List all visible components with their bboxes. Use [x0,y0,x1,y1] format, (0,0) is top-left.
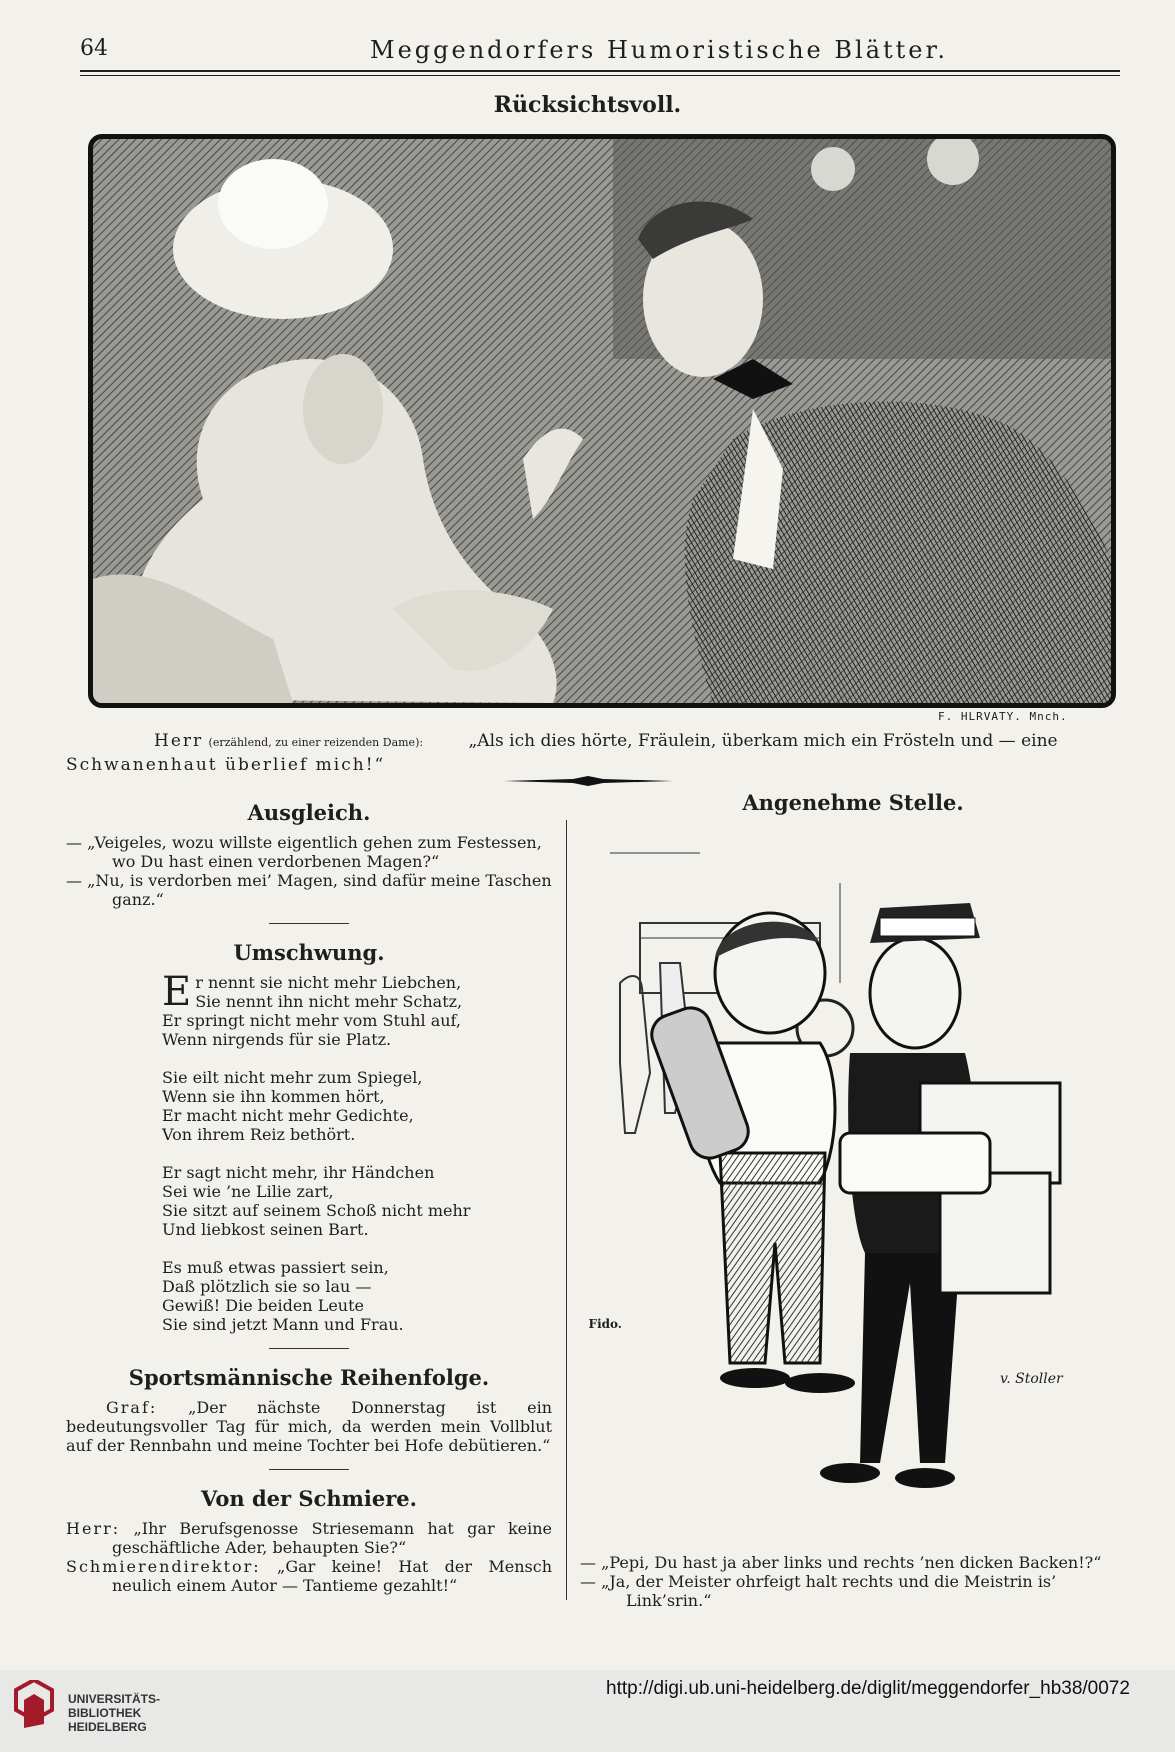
main-illustration [88,134,1116,708]
caption-text-line-2: Schwanenhaut überlief mich!“ [66,755,386,775]
sport-text [66,1398,552,1455]
illustration-drawing [93,139,1111,703]
caption-text-line-1: „Als ich dies hörte, Fräulein, überkam mich ein Frösteln und — eine [468,731,1058,751]
section-rule [269,1348,349,1349]
poem-line: Daß plötzlich sie so lau — [162,1277,372,1296]
sport-quote: „Der nächste Donnerstag ist ein bedeutungsvoller Tag für mich, da werden mein Vollblut auf der Rennbahn und meine Tochter bei Hofe debütieren.“ [66,1398,552,1455]
section-rule [269,1469,349,1470]
section-title-ausgleich: Ausgleich. [247,800,371,825]
right-column [580,790,1126,1610]
dialog-text: „Gar keine! Hat der Mensch neulich einem Autor — Tantieme gezahlt!“ [112,1557,553,1595]
poem-line: Sie sind jetzt Mann und Frau. [162,1315,404,1334]
speaker-label: Herr: [66,1519,121,1538]
poem-stanza [162,1163,552,1239]
poem-stanza [162,969,552,1049]
poem-line: Er springt nicht mehr vom Stuhl auf, [162,1011,461,1030]
section-title-angenehme-stelle: Angenehme Stelle. [742,790,964,815]
ornament-divider [503,776,673,786]
svg-text:v. Stoller: v. Stoller [1000,1371,1063,1387]
speaker-label: Schmierendirektor: [66,1557,261,1576]
column-divider [566,820,567,1600]
library-logo-icon [14,1680,54,1730]
dialog-line: — „Ja, der Meister ohrfeigt halt rechts und die Meistrin is’ Link’srin.“ [580,1572,1057,1610]
poem-line: Und liebkost seinen Bart. [162,1220,369,1239]
dialog-line: — „Veigeles, wozu willste eigentlich gehen zum Festessen, wo Du hast einen verdorbenen Magen?“ [66,833,542,871]
section-title-sport: Sportsmännische Reihenfolge. [128,1365,490,1390]
page-header [80,36,1120,66]
speaker-label: Graf: [106,1398,158,1417]
header-rule [80,70,1120,72]
poem-line: Sie eilt nicht mehr zum Spiegel, [162,1068,423,1087]
running-title: Meggendorfers Humoristische Blätter. [370,36,948,64]
library-name: UNIVERSITÄTS- BIBLIOTHEK HEIDELBERG [68,1692,161,1734]
page-number: 64 [80,36,108,61]
drop-cap: E [162,969,192,1015]
dialog-line: — „Pepi, Du hast ja aber links und rechts ’nen dicken Backen!?“ [580,1553,1102,1572]
section-rule [269,923,349,924]
umschwung-poem [162,969,622,1334]
dialog-text: „Ihr Berufsgenosse Striesemann hat gar keine geschäftliche Ader, behaupten Sie?“ [112,1519,552,1557]
artist-signature: F. HLRVATY. Mnch. [938,710,1068,723]
poem-line: Von ihrem Reiz bethört. [162,1125,356,1144]
ausgleich-text [66,833,552,909]
illustration-caption [66,730,1124,776]
poem-stanza [162,1068,552,1144]
cartoon-illustration [580,823,1126,1553]
article-title: Rücksichtsvoll. [493,92,682,118]
cartoon-caption [580,1553,1126,1610]
poem-line: Er macht nicht mehr Gedichte, [162,1106,414,1125]
poem-line: Sei wie ’ne Lilie zart, [162,1182,334,1201]
poem-line: Sie nennt ihn nicht mehr Schatz, [195,992,463,1011]
poem-author: Fido. [588,1317,622,1331]
section-title-umschwung: Umschwung. [233,940,385,965]
caption-stage-direction: (erzählend, zu einer reizenden Dame): [208,736,424,749]
source-url-link[interactable]: http://digi.ub.uni-heidelberg.de/diglit/meggendorfer_hb38/0072 [606,1678,1130,1699]
poem-line: Gewiß! Die beiden Leute [162,1296,364,1315]
poem-line: Sie sitzt auf seinem Schoß nicht mehr [162,1201,471,1220]
poem-line: Wenn nirgends für sie Platz. [162,1030,392,1049]
caption-speaker: Herr [154,731,204,751]
poem-line: r nennt sie nicht mehr Liebchen, [195,973,462,992]
dialog-line: — „Nu, is verdorben mei’ Magen, sind dafür meine Taschen ganz.“ [66,871,552,909]
cartoon-drawing [580,823,1126,1553]
poem-stanza [162,1258,622,1334]
header-rule-thin [80,75,1120,76]
schmiere-text [66,1519,552,1595]
left-column [66,800,622,1595]
poem-line: Wenn sie ihn kommen hört, [162,1087,385,1106]
poem-line: Er sagt nicht mehr, ihr Händchen [162,1163,435,1182]
caption-line-1 [66,730,1124,754]
poem-line: Es muß etwas passiert sein, [162,1258,389,1277]
section-title-schmiere: Von der Schmiere. [201,1486,417,1511]
